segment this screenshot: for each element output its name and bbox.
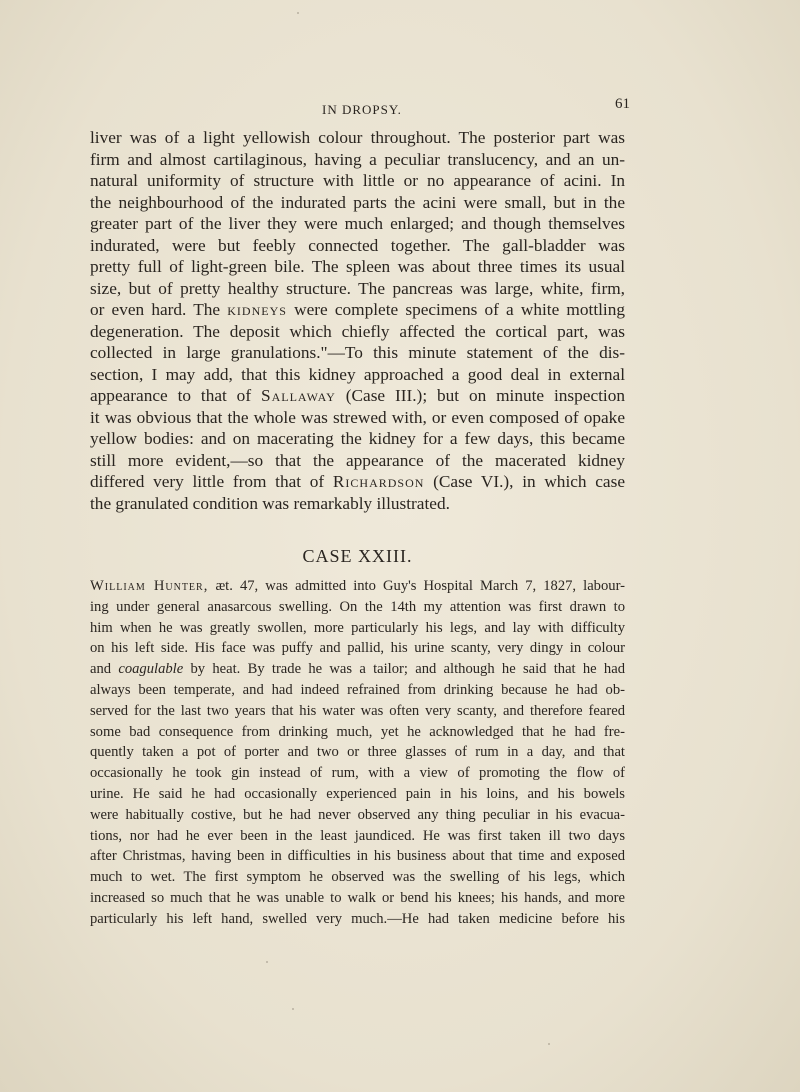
paper-speck [548,1043,550,1045]
text-line: much to wet. The first symptom he observed was the swelling of his legs, which [90,869,625,886]
text-line [90,299,625,321]
text-line [90,659,625,680]
text-line: quently taken a pot of porter and two or three glasses of rum in a day, and that [90,744,625,761]
running-title: IN DROPSY. [322,102,402,117]
kidneys-term: kidneys [227,300,287,319]
text-line: yellow bodies: and on macerating the kidney for a few days, this became [90,429,625,448]
text-line: natural uniformity of structure with little or no appearance of acini. In [90,171,625,190]
paper-speck [297,12,299,14]
text-line: tions, nor had he ever been in the least jaundiced. He was first taken ill two days [90,827,625,844]
text-line: firm and almost cartilaginous, having a peculiar translucency, and an un- [90,149,625,169]
text-line: the neighbourhood of the indurated parts the acini were small, but in the [90,192,625,212]
text-line: occasionally he took gin instead of rum, with a view of promoting the flow of [90,765,625,782]
patient-name: William Hunter, [90,578,209,594]
text-line: particularly his left hand, swelled very much.—He had taken medicine before his [90,910,625,927]
text-segment: were complete specimens of a white mottling [294,300,626,319]
text-segment: by heat. By trade he was a tailor; and although he said that he had [190,661,625,678]
text-line [90,385,625,407]
text-line: some bad consequence from drinking much, yet he acknowledged that he had fre- [90,723,625,740]
text-line: increased so much that he was unable to walk or bend his knees; his hands, and more [90,889,625,906]
text-line: after Christmas, having been in difficulties in his business about that time and exposed [90,848,625,865]
text-line: still more evident,—so that the appearance of the macerated kidney [90,450,625,470]
paper-speck [266,961,268,963]
text-segment: æt. 47, was admitted into Guy's Hospital March 7, 1827, labour- [215,578,625,594]
page-number: 61 [615,96,630,112]
text-line: ing under general anasarcous swelling. On the 14th my attention was first drawn to [90,598,625,615]
text-line: section, I may add, that this kidney approached a good deal in external [90,364,625,384]
text-segment: (Case III.); but on minute inspection [345,386,626,405]
text-line: collected in large granulations."—To this minute statement of the dis- [90,343,625,362]
text-line: size, but of pretty healthy structure. The pancreas was large, white, firm, [90,278,625,298]
text-segment: (Case VI.), in which case [433,472,625,491]
text-segment: appearance to that of [90,386,252,405]
text-line: pretty full of light-green bile. The spleen was about three times its usual [90,257,625,276]
text-line: were habitually costive, but he had never observed any thing peculiar in his evacua- [90,806,625,823]
text-line [90,471,625,493]
text-line: urine. He said he had occasionally experienced pain in his loins, and his bowels [90,785,625,802]
paper-speck [292,1008,294,1010]
text-segment: or even hard. The [90,300,221,319]
text-segment: and [90,661,112,678]
text-line: liver was of a light yellowish colour throughout. The posterior part was [90,128,625,147]
text-line: him when he was greatly swollen, more particularly his legs, and lay with difficulty [90,619,625,636]
text-line: served for the last two years that his water was often very scanty, and therefore feared [90,702,625,719]
text-line: indurated, were but feebly connected together. The gall-bladder was [90,235,625,255]
italic-term: coagulable [118,661,184,678]
text-line: it was obvious that the whole was strewed with, or even composed of opake [90,407,625,427]
text-line: greater part of the liver they were much enlarged; and though themselves [90,214,625,233]
page-header [90,96,630,120]
text-line: the granulated condition was remarkably illustrated. [90,493,450,513]
text-line: degeneration. The deposit which chiefly affected the cortical part, was [90,321,625,341]
autopsy-paragraph [90,127,625,514]
patient-name: Richardson [332,472,425,491]
text-segment: differed very little from that of [90,472,325,491]
patient-name: Sallaway [260,386,336,405]
text-line [90,576,625,597]
case-heading: CASE XXIII. [302,546,413,566]
text-line: always been temperate, and had indeed refrained from drinking because he had ob- [90,681,625,698]
case-paragraph [90,576,625,930]
text-line: on his left side. His face was puffy and pallid, his urine scanty, very dingy in colour [90,640,625,657]
